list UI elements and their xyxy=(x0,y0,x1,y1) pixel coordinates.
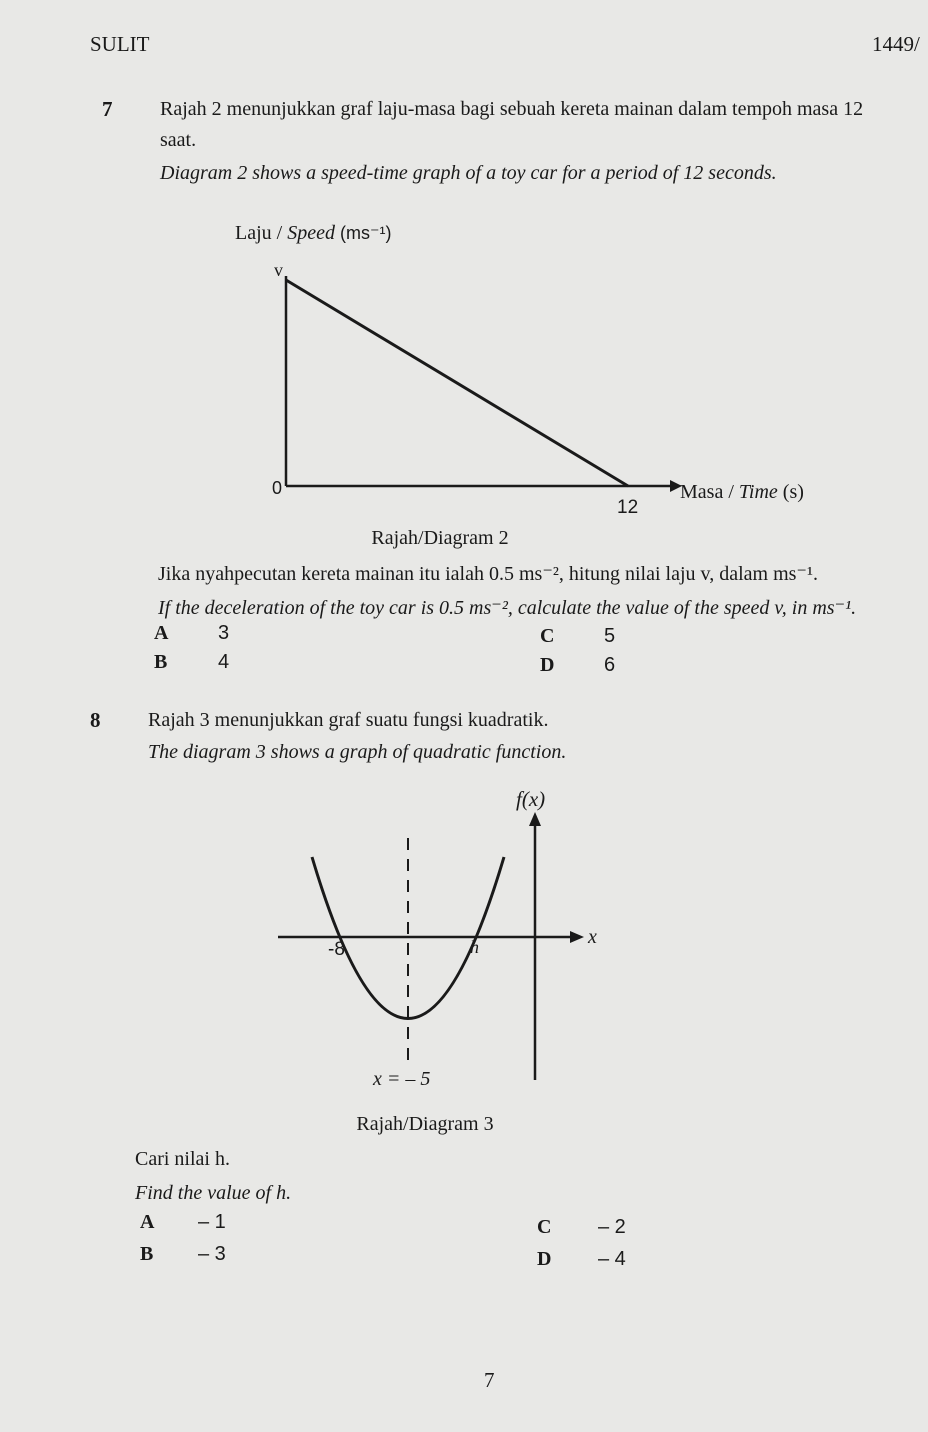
q8-option-d-value[interactable]: – 4 xyxy=(598,1248,626,1270)
q8-caption: Rajah/Diagram 3 xyxy=(356,1113,494,1135)
y-tick-v: v xyxy=(274,260,283,280)
y-axis-label-english: Speed xyxy=(287,222,335,244)
q8-malay: Rajah 3 menunjukkan graf suatu fungsi kuadratik. xyxy=(148,709,549,731)
q8-option-c-letter[interactable]: C xyxy=(537,1216,552,1238)
origin-label: 0 xyxy=(272,478,283,498)
q8-option-b-value[interactable]: – 3 xyxy=(198,1243,226,1265)
x-axis-arrow xyxy=(570,931,584,943)
header-left: SULIT xyxy=(90,32,150,56)
q7-malay-line1: Rajah 2 menunjukkan graf laju-masa bagi sebuah kereta mainan dalam tempoh masa 12 xyxy=(160,98,864,120)
quadratic-graph xyxy=(270,780,610,1100)
q7-option-c-letter[interactable]: C xyxy=(540,625,555,647)
x-axis-label: x xyxy=(588,926,597,948)
q7-option-b-letter[interactable]: B xyxy=(154,651,168,673)
q7-option-d-value[interactable]: 6 xyxy=(604,654,616,676)
y-axis-title xyxy=(235,222,391,244)
q7-option-b-value[interactable]: 4 xyxy=(218,651,230,673)
q8-option-a-letter[interactable]: A xyxy=(140,1211,155,1233)
root-right-label: h xyxy=(470,937,479,957)
q7-option-d-letter[interactable]: D xyxy=(540,654,555,676)
speed-time-graph xyxy=(220,210,840,520)
y-axis-label-malay: Laju / xyxy=(235,222,288,244)
q7-number: 7 xyxy=(102,97,113,121)
q8-malay-prompt: Cari nilai h. xyxy=(135,1148,230,1170)
q7-malay-prompt: Jika nyahpecutan kereta mainan itu ialah 0.5 ms⁻², hitung nilai laju v, dalam ms⁻¹. xyxy=(158,563,818,585)
q8-number: 8 xyxy=(90,708,101,732)
q7-malay-line2: saat. xyxy=(160,129,197,151)
q7-english-prompt: If the deceleration of the toy car is 0.5 ms⁻², calculate the value of the speed v, in ms⁻¹. xyxy=(158,597,857,619)
q8-option-a-value[interactable]: – 1 xyxy=(198,1211,226,1233)
q8-option-d-letter[interactable]: D xyxy=(537,1248,552,1270)
x-axis-title xyxy=(680,481,804,503)
q8-option-c-value[interactable]: – 2 xyxy=(598,1216,626,1238)
svg-text:Laju / Speed (ms⁻¹) xyxy=(235,222,391,244)
x-axis-unit: (s) xyxy=(782,481,804,503)
page-number: 7 xyxy=(484,1368,495,1392)
y-axis-unit: (ms⁻¹) xyxy=(339,223,392,243)
x-axis-label-malay: Masa / xyxy=(680,481,739,503)
y-axis-label-fx: f(x) xyxy=(516,787,546,811)
svg-text:Masa / Time (s) xyxy=(680,481,804,503)
header-right: 1449/ xyxy=(872,32,920,56)
q7-caption: Rajah/Diagram 2 xyxy=(371,527,509,549)
y-axis-arrow xyxy=(529,812,541,826)
root-left-label: -8 xyxy=(328,939,345,960)
q7-option-a-letter[interactable]: A xyxy=(154,622,169,644)
x-axis-label-english: Time xyxy=(738,481,778,503)
q8-english: The diagram 3 shows a graph of quadratic function. xyxy=(148,741,567,763)
q8-option-b-letter[interactable]: B xyxy=(140,1243,154,1265)
x-tick-12: 12 xyxy=(617,497,639,518)
speed-line xyxy=(286,280,628,486)
q7-option-a-value[interactable]: 3 xyxy=(218,622,230,644)
symmetry-label: x = – 5 xyxy=(373,1068,431,1090)
q8-english-prompt: Find the value of h. xyxy=(135,1182,292,1204)
q7-english: Diagram 2 shows a speed-time graph of a toy car for a period of 12 seconds. xyxy=(160,162,777,184)
q7-option-c-value[interactable]: 5 xyxy=(604,625,616,647)
